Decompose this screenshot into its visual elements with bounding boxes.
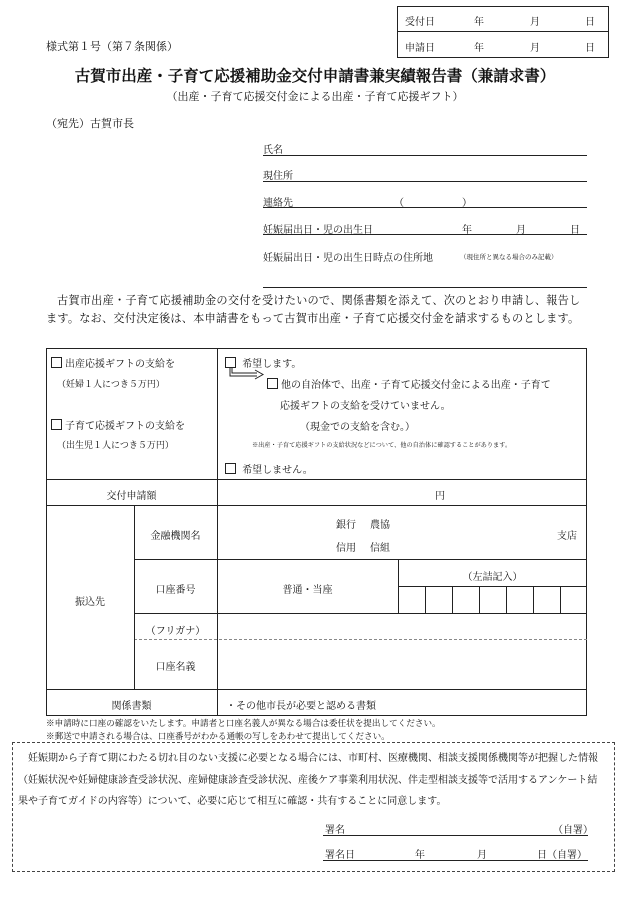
- arrow-icon: [229, 368, 265, 384]
- confirm-note: ※出産・子育て応援ギフトの支給状況などについて、他の自治体に確認することがあります。: [252, 442, 512, 449]
- page-title: 古賀市出産・子育て応援補助金交付申請書兼実績報告書（兼請求書）: [74, 66, 556, 85]
- applicant-contact-field[interactable]: [263, 207, 587, 208]
- self-sign-label: （自署）: [553, 825, 593, 836]
- applicant-name-field[interactable]: [263, 155, 587, 156]
- child-gift-checkbox[interactable]: 子育て応援ギフトの支給を: [51, 417, 185, 432]
- left-fill-note: （左詰記入）: [462, 572, 523, 583]
- applicant-name-label: 氏名: [263, 145, 283, 156]
- account-type: 普通・当座: [282, 585, 333, 596]
- page-subtitle: （出産・子育て応援交付金による出産・子育て応援ギフト）: [166, 90, 464, 103]
- birth-date-label: 妊娠届出日・児の出生日: [263, 225, 373, 236]
- want-checkbox[interactable]: 希望します。: [225, 355, 301, 370]
- applicant-address-label: 現住所: [263, 171, 293, 182]
- branch-label: 支店: [557, 531, 577, 542]
- not-want-checkbox[interactable]: 希望しません。: [225, 461, 313, 476]
- amount-unit: 円: [435, 491, 445, 502]
- birth-gift-checkbox[interactable]: 出産応援ギフトの支給を: [51, 355, 175, 370]
- holder-label: 口座名義: [155, 662, 196, 673]
- docs-value: ・その他市長が必要と認める書類: [226, 701, 376, 712]
- birth-address-note: （現住所と異なる場合のみ記載）: [460, 253, 558, 261]
- applied-date-label: 申請日: [405, 43, 435, 54]
- received-date-label: 受付日: [405, 17, 435, 28]
- birth-address-label: 妊娠届出日・児の出生日時点の住所地: [263, 253, 433, 264]
- sign-date-field[interactable]: [323, 860, 588, 861]
- bank-type-bank: 銀行: [336, 520, 356, 531]
- child-gift-note: （出生児１人につき５万円）: [57, 441, 174, 451]
- addressee: （宛先）古賀市長: [46, 117, 134, 130]
- birth-address-field[interactable]: [263, 287, 587, 288]
- account-label: 口座番号: [155, 585, 196, 596]
- note-1: ※申請時に口座の確認をいたします。申請者と口座名義人が異なる場合は委任状を提出してください。: [46, 719, 441, 729]
- birth-gift-note: （妊婦１人につき５万円）: [57, 380, 165, 390]
- consent-text: 妊娠期から子育て期にわたる切れ目のない支援に必要となる場合には、市町村、医療機関、相談支援関係機関等が把握した情報（妊娠状況や妊婦健康診査受診状況、産婦健康診査受診状況、産後ケア事業利用状況、伴走型相談支援等で活用するアンケート結果や子育てガイドの内容等）について、必要に応じて相互に確認・共有することに同意します。: [18, 753, 598, 807]
- bank-type-shinkumi: 信組: [370, 543, 390, 554]
- received-month: 月: [530, 17, 540, 28]
- note-2: ※郵送で申請される場合は、口座番号がわかる通帳の写しをあわせて提出してください。: [46, 732, 390, 742]
- furigana-label: （フリガナ）: [145, 626, 206, 637]
- applicant-contact-label: 連絡先: [263, 198, 293, 209]
- applied-day: 日: [585, 43, 595, 54]
- bank-type-shinyo: 信用: [336, 543, 356, 554]
- received-year: 年: [474, 17, 484, 28]
- applied-month: 月: [530, 43, 540, 54]
- bank-type-agri: 農協: [370, 520, 390, 531]
- amount-label: 交付申請額: [106, 491, 157, 502]
- applicant-address-field[interactable]: [263, 181, 587, 182]
- institution-label: 金融機関名: [150, 531, 201, 542]
- signature-label: 署名: [325, 825, 345, 836]
- received-day: 日: [585, 17, 595, 28]
- birth-date-field[interactable]: [263, 234, 587, 235]
- docs-label: 関係書類: [111, 701, 152, 712]
- applied-year: 年: [474, 43, 484, 54]
- form-number: 様式第１号（第７条関係）: [46, 40, 178, 53]
- other-muni-line2: 応援ギフトの支給を受けていません。: [280, 401, 451, 412]
- intro-paragraph: 古賀市出産・子育て応援補助金の交付を受けたいので、関係書類を添えて、次のとおり申請し、報告します。なお、交付決定後は、本申請書をもって古賀市出産・子育て応援交付金を請求するものとします。: [46, 294, 581, 325]
- other-muni-checkbox[interactable]: 他の自治体で、出産・子育て応援交付金による出産・子育て: [267, 376, 551, 391]
- transfer-label: 振込先: [75, 597, 105, 608]
- cash-included: （現金での支給を含む。）: [300, 422, 415, 433]
- signature-field[interactable]: [323, 835, 588, 836]
- sign-date-label: 署名日: [325, 850, 355, 861]
